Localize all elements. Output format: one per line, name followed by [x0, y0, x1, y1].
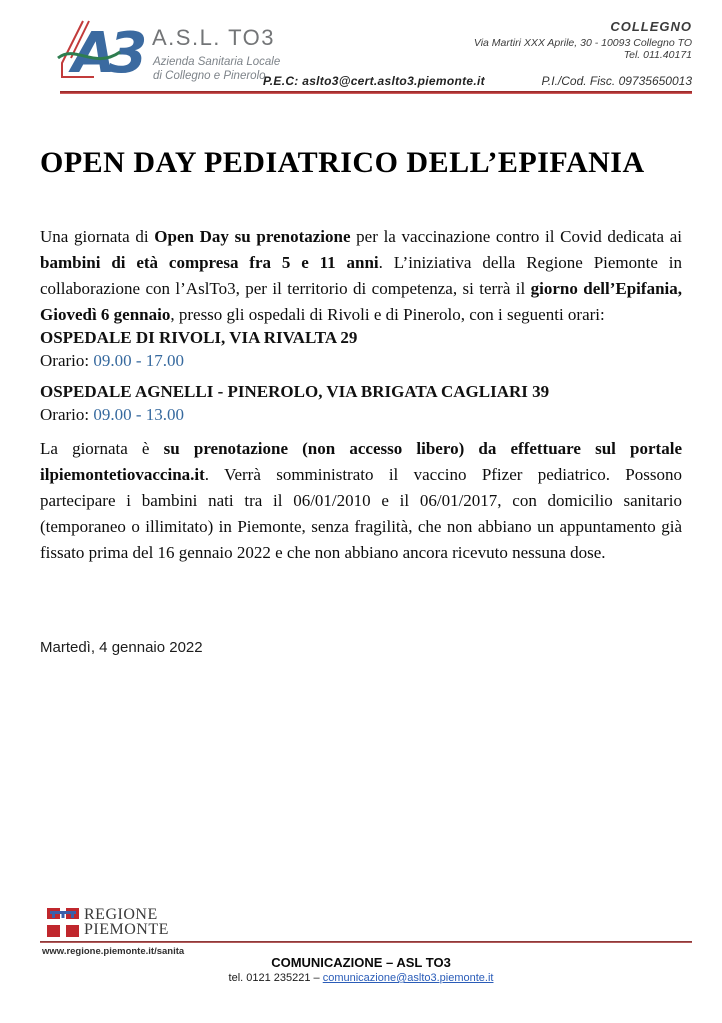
logo-monogram: A3	[72, 21, 141, 86]
details-bold: su prenotazione (non accesso libero) da effettuare sul portale ilpiemontetiovaccina.it	[40, 439, 682, 484]
document-title: OPEN DAY PEDIATRICO DELL’EPIFANIA	[40, 146, 645, 179]
hospital-hours-agnelli	[40, 405, 184, 425]
orario-label: Orario:	[40, 351, 94, 370]
communication-title: COMUNICAZIONE – ASL TO3	[271, 955, 451, 970]
intro-paragraph	[40, 224, 682, 328]
orario-label: Orario:	[40, 405, 94, 424]
hospital-name-rivoli: OSPEDALE DI RIVOLI, VIA RIVALTA 29	[40, 328, 358, 347]
communication-email-link[interactable]: comunicazione@aslto3.piemonte.it	[322, 972, 494, 984]
org-subtitle-line1: Azienda Sanitaria Locale	[153, 56, 281, 68]
hours-value: 09.00 - 13.00	[93, 405, 185, 424]
intro-bold: bambini di età compresa fra 5 e 11 anni	[40, 253, 379, 272]
intro-bold: giorno dell’Epifania, Giovedì 6 gennaio	[40, 279, 682, 324]
communication-tel: tel. 0121 235221 –	[228, 972, 323, 984]
pec-address: P.E.C: aslto3@cert.aslto3.piemonte.it	[263, 74, 485, 88]
details-paragraph	[40, 436, 682, 566]
date-line: Martedì, 4 gennaio 2022	[40, 639, 203, 656]
communication-contact	[0, 972, 722, 984]
intro-text: Una giornata di	[40, 227, 155, 246]
header-rule	[60, 91, 692, 94]
org-subtitle	[153, 55, 280, 83]
fiscal-code: P.I./Cod. Fisc. 09735650013	[541, 74, 692, 88]
footer-rule	[40, 941, 692, 943]
hours-value: 09.00 - 17.00	[93, 351, 185, 370]
office-address: Via Martiri XXX Aprile, 30 - 10093 Collegno TO	[473, 37, 692, 49]
office-tel: Tel. 011.40171	[623, 49, 692, 61]
office-info	[474, 19, 692, 61]
intro-text: , presso gli ospedali di Rivoli e di Pinerolo, con i seguenti orari:	[170, 305, 605, 324]
region-website: www.regione.piemonte.it/sanita	[42, 946, 185, 957]
region-name-line1: REGIONE	[84, 906, 158, 923]
intro-bold: Open Day su prenotazione	[154, 227, 351, 246]
region-name	[84, 907, 169, 937]
org-name: A.S.L. TO3	[152, 25, 276, 50]
region-name-line2: PIEMONTE	[84, 921, 169, 938]
piemonte-crest-icon	[47, 906, 79, 938]
intro-text: . L’iniziativa della Regione Piemonte in collaborazione con l’AslTo3, per il territorio di competenza, si terrà il	[40, 253, 682, 298]
hospital-name-agnelli: OSPEDALE AGNELLI - PINEROLO, VIA BRIGATA CAGLIARI 39	[40, 382, 550, 401]
org-subtitle-line2: di Collegno e Pinerolo	[153, 70, 266, 82]
intro-text: per la vaccinazione contro il Covid dedicata ai	[350, 227, 682, 246]
office-city: COLLEGNO	[610, 19, 692, 34]
aslto3-logo-icon	[56, 16, 150, 88]
details-text: La giornata è	[40, 439, 164, 458]
details-text: . Verrà somministrato il vaccino Pfizer pediatrico. Possono partecipare i bambini nati tra il 06/01/2010 e il 06/01/2017, con domicilio sanitario (temporaneo o illimitato) in Piemonte, senza fragilità, che non abbiano un appuntamento già fissato prima del 16 gennaio 2022 e che non abbiano ancora ricevuto nessuna dose.	[40, 465, 682, 562]
hospital-hours-rivoli	[40, 351, 184, 371]
